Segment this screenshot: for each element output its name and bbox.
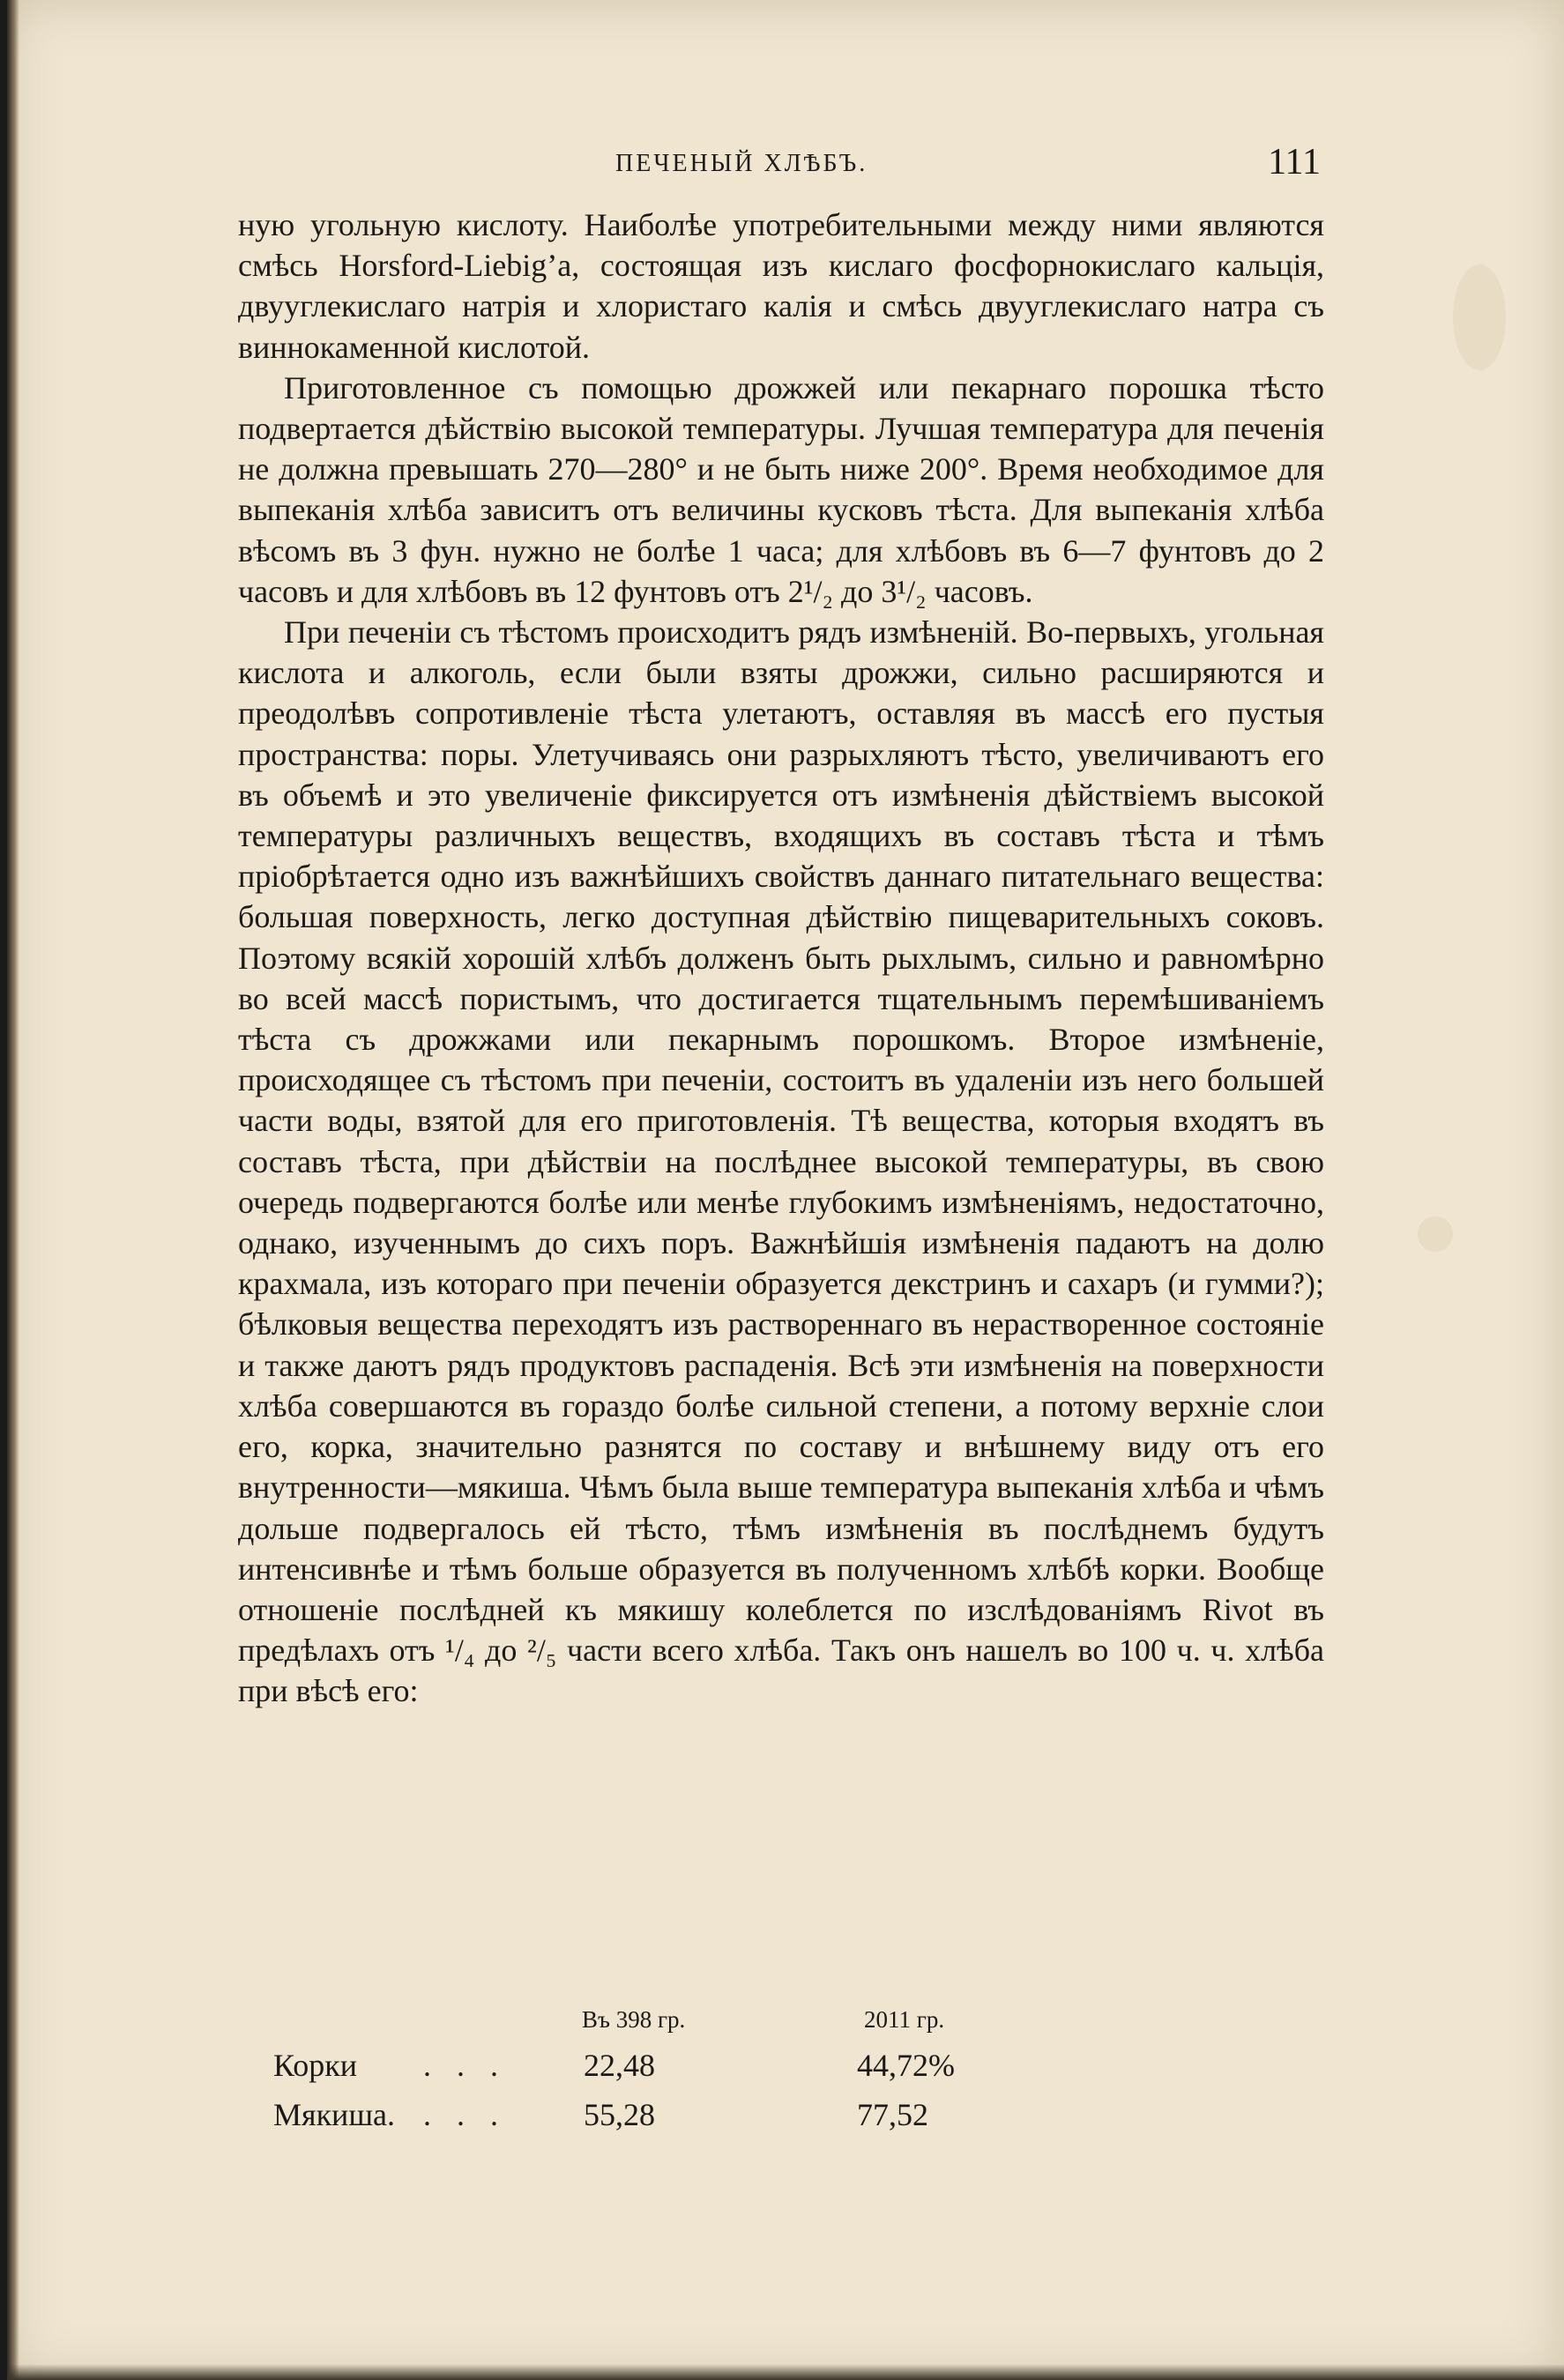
row-label: Корки — [273, 2048, 357, 2083]
table-cell: 55,28 — [584, 2097, 655, 2132]
running-title: ПЕЧЕНЫЙ ХЛѢБЪ. — [615, 150, 868, 177]
paragraph-continuation: ную угольную кислоту. Наиболѣе употребительными между ними являются смѣсь Horsford-Liebig’а, состоящая изъ кислаго фосфорнокислаго кальцiя, двууглекислаго натрiя и хлористаго калiя и смѣсь двууглекислаго натра съ виннокаменной кислотой. — [238, 207, 1324, 365]
running-head — [245, 141, 1321, 185]
page-bottom-edge — [7, 2364, 1564, 2380]
leader-dots: . . . — [423, 2048, 507, 2083]
crust-crumb-table — [238, 1999, 1031, 2140]
paper-stain — [1418, 1216, 1453, 1252]
paragraph-baking-temperature: Приготовленное съ помощью дрожжей или пекарнаго порошка тѣсто подвертается дѣйствiю высокой температуры. Лучшая температура для печенiя не должна превышать 270—280° и не быть ниже 200°. Время необходимое для выпеканiя хлѣба зависитъ отъ величины кусковъ тѣста. Для выпеканiя хлѣба вѣсомъ въ 3 фун. нужно не болѣе 1 часа; для хлѣбовъ въ 6—7 фунтовъ до 2 часовъ и для хлѣбовъ въ 12 фунтовъ отъ 2¹/₂ до 3¹/₂ часовъ. — [238, 369, 1324, 609]
table-cell: 22,48 — [584, 2048, 655, 2083]
paper-stain — [1453, 264, 1506, 370]
table-row — [238, 2042, 1031, 2091]
leader-dots: . . . — [423, 2097, 507, 2132]
table-header — [238, 1999, 1031, 2042]
row-label: Мякиша. — [273, 2097, 396, 2132]
column-header: Въ 398 гр. — [582, 2006, 686, 2033]
page-number: 111 — [1268, 142, 1321, 182]
page-binding-edge — [7, 0, 19, 2380]
table-cell: 44,72% — [857, 2048, 955, 2083]
paragraph-baking-changes: При печенiи съ тѣстомъ происходитъ рядъ измѣненiй. Во-первыхъ, угольная кислота и алкоголь, если были взяты дрожжи, сильно расширяются и преодолѣвъ сопротивленiе тѣста улетаютъ, оставляя въ массѣ его пустыя пространства: поры. Улетучиваясь они разрыхляютъ тѣсто, увеличиваютъ его въ объемѣ и это увеличенiе фиксируется отъ измѣненiя дѣйствiемъ высокой температуры различныхъ веществъ, входящихъ въ составъ тѣста и тѣмъ прiобрѣтается одно изъ важнѣйшихъ свойствъ даннаго питательнаго вещества: большая поверхность, легко доступная дѣйствiю пищеварительныхъ соковъ. Поэтому всякiй хорошiй хлѣбъ долженъ быть рыхлымъ, сильно и равномѣрно во всей массѣ пористымъ, что достигается тщательнымъ перемѣшиванiемъ тѣста съ дрожжами или пекарнымъ порошкомъ. Второе измѣненiе, происходящее съ тѣстомъ при печенiи, состоитъ въ удаленiи изъ него большей части воды, взятой для его приготовленiя. Тѣ вещества, которыя входятъ въ составъ тѣста, при дѣйствiи на послѣднее высокой температуры, въ свою очередь подвергаются болѣе или менѣе глубокимъ измѣненiямъ, недостаточно, однако, изученнымъ до сихъ поръ. Важнѣйшiя измѣненiя падаютъ на долю крахмала, изъ котораго при печенiи образуется декстринъ и сахаръ (и гумми?); бѣлковыя вещества переходятъ изъ раствореннаго въ нерастворенное состоянiе и также даютъ рядъ продуктовъ распаденiя. Всѣ эти измѣненiя на поверхности хлѣба совершаются въ гораздо болѣе сильной степени, а потому верхнiе слои его, корка, значительно разнятся по составу и внѣшнему виду отъ его внутренности—мякиша. Чѣмъ была выше температура выпеканiя хлѣба и чѣмъ дольше подвергалось ей тѣсто, тѣмъ измѣненiя въ послѣднемъ будутъ интенсивнѣе и тѣмъ больше образуется въ полученномъ хлѣбѣ корки. Вообще отношенiе послѣдней къ мякишу колеблется по изслѣдованiямъ Rivot въ предѣлахъ отъ ¹/₄ до ²/₅ части всего хлѣба. Такъ онъ нашелъ во 100 ч. ч. хлѣба при вѣсѣ его: — [238, 614, 1324, 1709]
book-page — [7, 0, 1564, 2380]
body-text — [238, 205, 1324, 1712]
column-header: 2011 гр. — [864, 2006, 945, 2033]
table-row — [238, 2091, 1031, 2140]
table-cell: 77,52 — [857, 2097, 928, 2132]
